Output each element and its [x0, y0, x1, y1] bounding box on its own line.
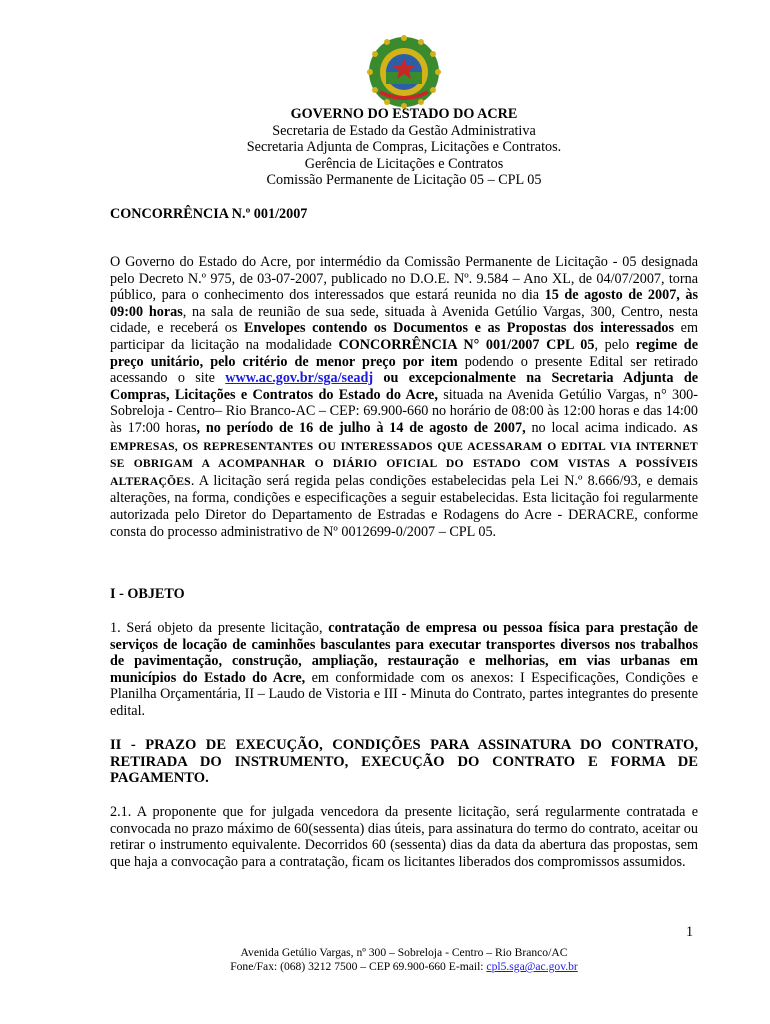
section1-text-1: 1. Será objeto da presente licitação, [110, 620, 329, 636]
footer-email-link[interactable]: cpl5.sga@ac.gov.br [486, 960, 578, 973]
footer-phone: Fone/Fax: (068) 3212 7500 – CEP 69.900-660 E-mail: [230, 960, 487, 973]
footer-contact [110, 960, 698, 974]
page-number: 1 [686, 924, 694, 940]
intro-date-time: 15 de agosto de 2007, às 09:00 horas [110, 287, 698, 320]
commission-line: Comissão Permanente de Licitação 05 – CPL 05 [266, 172, 542, 189]
intro-regime: regime de preço unitário, pelo critério de menor preço por item [110, 336, 698, 370]
edital-site-link[interactable]: www.ac.gov.br/sga/seadj [225, 370, 374, 387]
intro-caps-warning: AS EMPRESAS, OS REPRESENTANTES OU INTERESSADOS QUE ACESSARAM O EDITAL VIA INTERNET SE OBRIGAM A ACOMPANHAR O DIÁRIO OFICIAL DO ESTADO COM VISTAS A POSSÍVEIS ALTERAÇÕES [110, 421, 698, 488]
secretariat-line: Secretaria de Estado da Gestão Administrativa [272, 122, 536, 139]
section1-object: contratação de empresa ou pessoa física para prestação de serviços de locação de caminhões basculantes para executar transportes diversos nos trabalhos de pavimentação, construção, ampliação, restauração e melhorias, em vias urbanas em municípios do Estado do Acre, [110, 620, 698, 686]
section1-heading: I - OBJETO [110, 586, 185, 602]
document-footer [110, 946, 698, 974]
intro-text-3: em participar da licitação na modalidade [110, 320, 698, 353]
intro-period: , no período de 16 de julho à 14 de agosto de 2007, [196, 419, 526, 436]
section1-paragraph [110, 620, 698, 720]
intro-text-1: O Governo do Estado do Acre, por intermédio da Comissão Permanente de Licitação - 05 designada pelo Decreto N.º 975, de 03-07-2007, publicado no D.O.E. Nº. 9.584 – Ano XL, de 04/07/2007, torna público, para o conhecimento dos interessados que estará reunida no dia [110, 254, 698, 304]
section2-paragraph: 2.1. A proponente que for julgada vencedora da presente licitação, será regularmente contratada e convocada no prazo máximo de 60(sessenta) dias úteis, para assinatura do termo do contrato, aceitar ou retirar o instrumento equivalente. Decorridos 60 (sessenta) dias da data da abertura das propostas, sem que haja a convocação para a contratação, ficam os licitantes liberados dos compromissos assumidos. [110, 804, 698, 870]
intro-text-4: , pelo [594, 336, 636, 353]
intro-text-5: podendo o presente Edital ser retirado acessando o site [110, 353, 699, 387]
intro-text-7: no local acima indicado. [525, 419, 683, 436]
state-coat-of-arms-icon [366, 34, 442, 110]
intro-paragraph [110, 254, 698, 540]
intro-envelopes: Envelopes contendo os Documentos e as Propostas dos interessados [244, 320, 675, 337]
intro-text-8: . A licitação será regida pelas condições estabelecidas pela Lei N.º 8.666/93, e demais alterações, na forma, condições e especificações a seguir estabelecidas. Esta licitação foi regularmente autorizada pelo Diretor do Departamento de Estradas e Rodagens do Acre - DERACRE, conforme consta do processo administrativo de Nº 0012699-0/2007 – CPL 05. [110, 472, 698, 540]
adjunct-secretariat-line: Secretaria Adjunta de Compras, Licitações e Contratos. [246, 139, 562, 156]
management-line: Gerência de Licitações e Contratos [304, 155, 504, 172]
government-title: GOVERNO DO ESTADO DO ACRE [290, 106, 518, 122]
intro-secretariat: ou excepcionalmente na Secretaria Adjunta de Compras, Licitações e Contratos do Estado do Acre, [110, 370, 699, 403]
section1-text-2: em conformidade com os anexos: I Especificações, Condições e Planilha Orçamentária, II – Laudo de Vistoria e III - Minuta do Contrato, partes integrantes do presente edital. [110, 669, 698, 719]
intro-text-2: , na sala de reunião de sua sede, situada à Avenida Getúlio Vargas, 300, Centro, nesta cidade, e receberá os [110, 303, 699, 337]
intro-modality: CONCORRÊNCIA N° 001/2007 CPL 05 [338, 336, 595, 353]
footer-address: Avenida Getúlio Vargas, nº 300 – Sobreloja - Centro – Rio Branco/AC [240, 946, 568, 959]
intro-text-6: situada na Avenida Getúlio Vargas, n° 300-Sobreloja - Centro– Rio Branco-AC – CEP: 69.900-660 no horário de 08:00 às 12:00 horas e das 14:00 às 17:00 horas [110, 386, 698, 436]
section2-heading: II - PRAZO DE EXECUÇÃO, CONDIÇÕES PARA ASSINATURA DO CONTRATO, RETIRADA DO INSTRUMENTO, EXECUÇÃO DO CONTRATO E FORMA DE PAGAMENTO. [110, 737, 698, 787]
notice-title: CONCORRÊNCIA N.º 001/2007 [110, 206, 308, 222]
document-header [110, 106, 698, 189]
